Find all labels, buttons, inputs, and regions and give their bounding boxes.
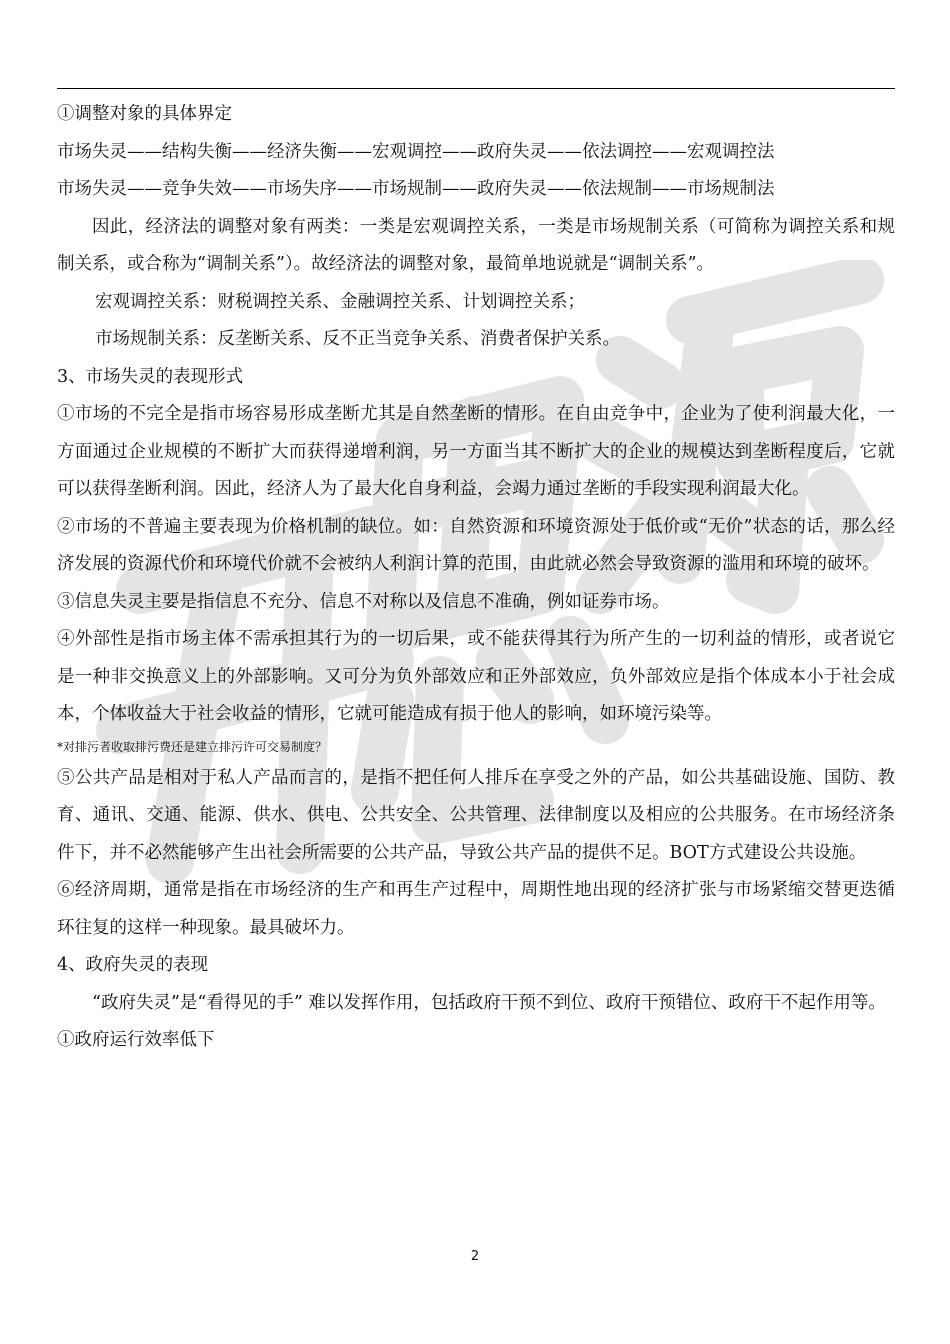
paragraph-public-goods: ⑤公共产品是相对于私人产品而言的，是指不把任何人排斥在享受之外的产品，如公共基础设施、国防、教育、通讯、交通、能源、供水、供电、公共安全、公共管理、法律制度以及相应的公共服务。在市场经济条件下，并不必然能够产生出社会所需要的公共产品，导致公共产品的提供不足。BOT方式建设公共设施。 [57,767,895,863]
paragraph-adjustment-summary: 因此，经济法的调整对象有两类：一类是宏观调控关系，一类是市场规制关系（可简称为调控关系和规制关系，或合称为“调制关系”）。故经济法的调整对象，最简单地说就是“调制关系”。 [57,216,895,274]
paragraph-market-not-universal: ②市场的不普遍主要表现为价格机制的缺位。如：自然资源和环境资源处于低价或“无价”状态的话，那么经济发展的资源代价和环境代价就不会被纳人利润计算的范围，由此就必然会导致资源的滥用和环境的破坏。 [57,516,895,574]
header-rule [57,88,895,89]
paragraph-market-incomplete: ①市场的不完全是指市场容易形成垄断尤其是自然垄断的情形。在自由竞争中，企业为了使利润最大化，一方面通过企业规模的不断扩大而获得递增利润，另一方面当其不断扩大的企业的规模达到垄断程度后，它就可以获得垄断利润。因此，经济人为了最大化自身利益，会竭力通过垄断的手段实现利润最大化。 [57,404,895,499]
section-heading-market-failure: 3、市场失灵的表现形式 [57,366,244,387]
paragraph-information-failure: ③信息失灵主要是指信息不充分、信息不对称以及信息不准确，例如证券市场。 [57,591,670,612]
chain-macro-control: 市场失灵——结构失衡——经济失衡——宏观调控——政府失灵——依法调控——宏观调控法 [57,141,775,162]
page-number: 2 [470,1249,480,1264]
paragraph-government-failure: “政府失灵”是“看得见的手” 难以发挥作用，包括政府干预不到位、政府干预错位、政府干不起作用等。 [92,992,886,1013]
subheading-adjustment-object: ①调整对象的具体界定 [57,104,232,124]
market-regulation-relations: 市场规制关系：反垄断关系、反不正当竞争关系、消费者保护关系。 [95,329,620,349]
document-body [57,96,895,1060]
item-government-inefficiency: ①政府运行效率低下 [57,1030,215,1050]
macro-control-relations: 宏观调控关系：财税调控关系、金融调控关系、计划调控关系； [95,291,585,312]
paragraph-economic-cycle: ⑥经济周期，通常是指在市场经济的生产和再生产过程中，周期性地出现的经济扩张与市场紧缩交替更迭循环往复的这样一种现象。最具破坏力。 [57,880,895,938]
chain-market-regulation: 市场失灵——竞争失效——市场失序——市场规制——政府失灵——依法规制——市场规制法 [57,179,775,199]
paragraph-externality: ④外部性是指市场主体不需承担其行为的一切后果，或不能获得其行为所产生的一切利益的情形，或者说它是一种非交换意义上的外部影响。又可分为负外部效应和正外部效应，负外部效应是指个体成本小于社会成本，个体收益大于社会收益的情形，它就可能造成有损于他人的影响，如环境污染等。 [57,629,895,724]
section-heading-government-failure: 4、政府失灵的表现 [57,955,209,975]
note-pollution-fee: *对排污者收取排污费还是建立排污许可交易制度？ [57,739,328,754]
